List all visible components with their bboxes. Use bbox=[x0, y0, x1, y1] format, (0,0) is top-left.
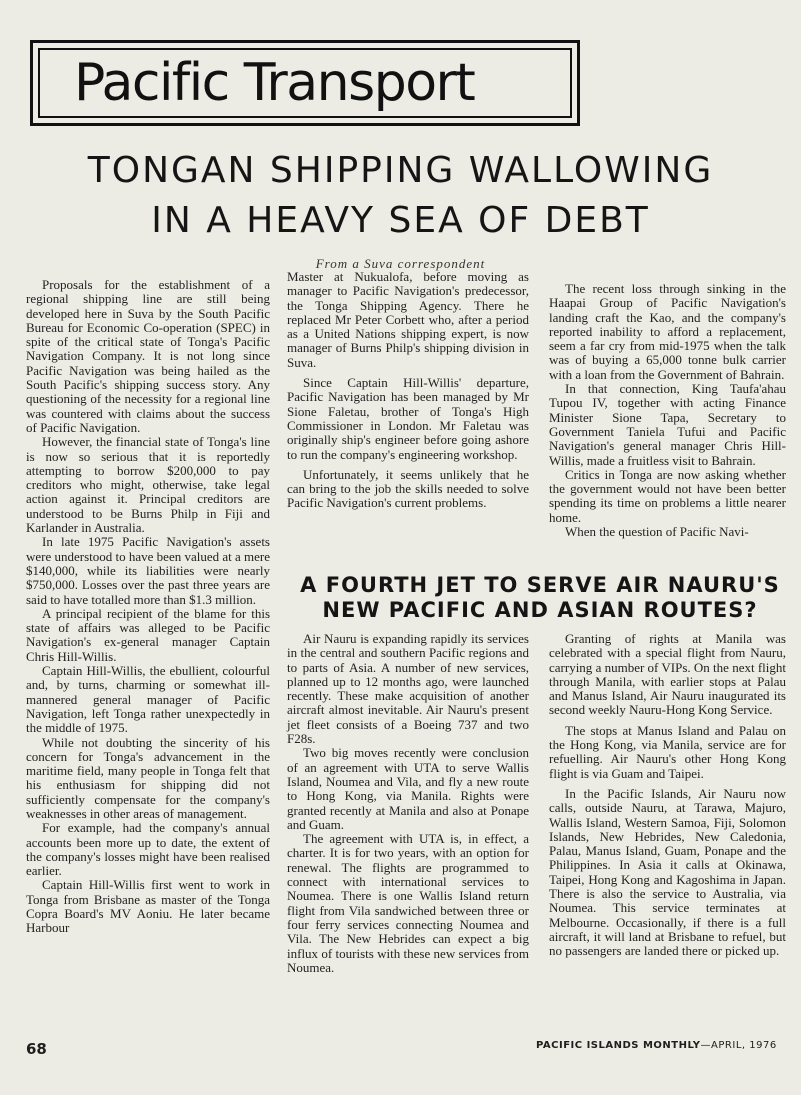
section-masthead bbox=[30, 40, 580, 126]
article1-paragraph: When the question of Pacific Navi- bbox=[565, 524, 749, 540]
article1-paragraph: In late 1975 Pacific Navigation's assets were understood to have been valued at a mere $140,000, while its liabilities were nearly $750,000. Losses over the past three years are said to have totalled more than $1.3 million. bbox=[26, 534, 271, 607]
article1-paragraph: In that connection, King Taufa'ahau Tupou IV, together with acting Finance Minister Sione Tapa, Secretary to Government Taniela Tufui and Pacific Navigation's general manager Chris Hill-Willis, made a fruitless visit to Bahrain. bbox=[549, 381, 786, 468]
article1-headline-line2: IN A HEAVY SEA OF DEBT bbox=[151, 200, 650, 241]
article1-paragraph: Proposals for the establishment of a regional shipping line are still being developed here in Suva by the South Pacific Bureau for Economic Co-operation (SPEC) in spite of the critical state of Tonga's Pacific Navigation Company. It is not long since Pacific Navigation was being hailed as the South Pacific's shipping success story. Any questioning of the necessity for a regional line was countered with claims about the success of Pacific Navigation. bbox=[26, 277, 270, 435]
article2-headline-line1: A FOURTH JET TO SERVE AIR NAURU'S bbox=[300, 573, 780, 597]
article1-paragraph: Captain Hill-Willis first went to work in Tonga from Brisbane as master of the Tonga Copra Board's MV Aoniu. He later became Harbour bbox=[26, 877, 270, 936]
article1-paragraph: Critics in Tonga are now asking whether the government would not have been better spending its time on problems a little nearer home. bbox=[549, 466, 786, 525]
article1-byline: From a Suva correspondent bbox=[315, 256, 486, 271]
article1-paragraph: Unfortunately, it seems unlikely that he can bring to the job the skills needed to solve Pacific Navigation's current problems. bbox=[287, 466, 529, 511]
article1-paragraph: Master at Nukualofa, before moving as manager to Pacific Navigation's predecessor, the Tonga Shipping Agency. There he replaced Mr Peter Corbett who, after a period as a United Nations shipping expert, is now manager of Burns Philp's shipping division in Suva. bbox=[287, 269, 529, 370]
article2-paragraph: Granting of rights at Manila was celebrated with a special flight from Nauru, carrying a number of VIPs. On the next flight through Manila, with earlier stops at Palau and Manus Island, Air Nauru inaugurated its second weekly Nauru-Hong Kong Service. bbox=[549, 631, 786, 718]
issue-date: —APRIL, 1976 bbox=[700, 1040, 777, 1051]
article2-column-1 bbox=[287, 632, 529, 975]
article1-paragraph: While not doubting the sincerity of his concern for Tonga's advancement in the maritime field, many people in Tonga felt that his enthusiasm for shipping did not sufficiently compensate for the company's weaknesses in other areas of management. bbox=[26, 734, 270, 821]
article1-paragraph: However, the financial state of Tonga's line is now so serious that it is reportedly attempting to borrow $200,000 to pay creditors who might, otherwise, take legal action against it. Principal creditors are understood to be Burns Philp in Fiji and Karlander in Australia. bbox=[26, 434, 270, 536]
article2-paragraph: Two big moves recently were conclusion of an agreement with UTA to serve Wallis Island, Noumea and Vila, and fly a new route to Hong Kong, via Manila. Rights were granted recently at Manila and also at Ponape and Guam. bbox=[287, 745, 529, 832]
article2-paragraph: Air Nauru is expanding rapidly its services in the central and southern Pacific regions and to parts of Asia. A number of new services, planned up to 12 months ago, were launched recently. These make acquisition of another aircraft almost inevitable. Air Nauru's present jet fleet consists of a Boeing 737 and two F28s. bbox=[287, 631, 529, 747]
article1-paragraph: The recent loss through sinking in the Haapai Group of Pacific Navigation's landing craft the Kao, and the company's reported inability to afford a replacement, seem a far cry from mid-1975 when the talk was of buying a 65,000 tonne bulk carrier with a loan from the Government of Bahrain. bbox=[549, 281, 786, 382]
article2-paragraph: The agreement with UTA is, in effect, a charter. It is for two years, with an option for renewal. The flights are programmed to connect with international services to Noumea. There is one Wallis Island return flight from Vila sandwiched between three or four ferry services connecting Noumea and Vila. The New Hebrides can expect a big influx of tourists with these new services from Noumea. bbox=[287, 831, 529, 975]
article1-headline-line1: TONGAN SHIPPING WALLOWING bbox=[87, 150, 714, 191]
article1-paragraph: A principal recipient of the blame for this state of affairs was alleged to be Pacific Navigation's ex-general manager Captain Chris Hill-Willis. bbox=[26, 605, 270, 664]
article2-column-2 bbox=[549, 632, 786, 959]
article1-paragraph: Captain Hill-Willis, the ebullient, colourful and, by turns, charming or somewhat ill-mannered general manager of Pacific Navigation, left Tonga rather unexpectedly in the middle of 1975. bbox=[26, 663, 270, 736]
section-title: Pacific Transport bbox=[74, 53, 475, 113]
running-footer bbox=[536, 1040, 777, 1051]
article1-paragraph: Since Captain Hill-Willis' departure, Pacific Navigation has been managed by Mr Sione Faletau, brother of Tonga's High Commissioner in London. Mr Faletau was originally ship's engineer before going ashore to run the company's engineering workshop. bbox=[287, 375, 529, 462]
article1-column-1 bbox=[26, 278, 270, 936]
masthead-frame bbox=[38, 48, 572, 118]
publication-name: PACIFIC ISLANDS MONTHLY bbox=[536, 1040, 701, 1051]
article2-headline-line2: NEW PACIFIC AND ASIAN ROUTES? bbox=[322, 598, 758, 622]
article1-column-2 bbox=[287, 270, 529, 511]
article2-paragraph: In the Pacific Islands, Air Nauru now calls, outside Nauru, at Tarawa, Majuro, Wallis Island, Western Samoa, Fiji, Solomon Islands, New Hebrides, New Caledonia, Palau, Manus Island, Guam, Ponape and the Philippines. In Asia it calls at Okinawa, Taipei, Hong Kong and Kagoshima in Japan. There is also the service to Australia, via Noumea. This service terminates at Melbourne. Occasionally, if there is a full aircraft, it will land at Brisbane to refuel, but no passengers are landed there or picked up. bbox=[549, 785, 786, 959]
article1-paragraph: For example, had the company's annual accounts been more up to date, the extent of the company's losses might have been realised earlier. bbox=[26, 820, 270, 879]
article1-column-3 bbox=[549, 282, 786, 539]
article2-paragraph: The stops at Manus Island and Palau on the Hong Kong, via Manila, service are for refuelling. Air Nauru's other Hong Kong flight is via Guam and Taipei. bbox=[549, 722, 786, 781]
page-number: 68 bbox=[26, 1040, 47, 1058]
